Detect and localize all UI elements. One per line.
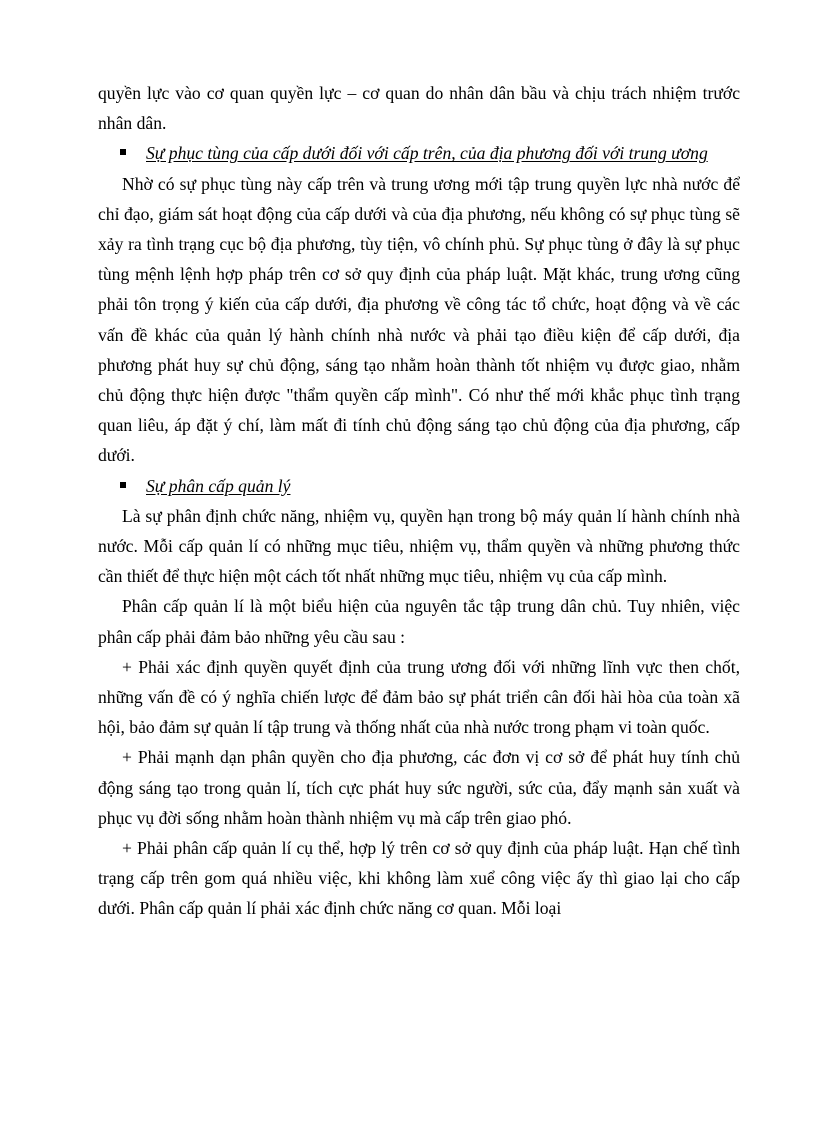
paragraph-definition: Là sự phân định chức năng, nhiệm vụ, quyền hạn trong bộ máy quản lí hành chính nhà nước. Mỗi cấp quản lí có những mục tiêu, nhiệm vụ, thẩm quyền và những phương thức cần thiết để thực hiện một cách tốt nhất những mục tiêu, nhiệm vụ của cấp mình. bbox=[98, 505, 740, 587]
bullet-heading-decentralization bbox=[98, 471, 740, 501]
document-page bbox=[98, 78, 740, 924]
paragraph-requirement-2: + Phải mạnh dạn phân quyền cho địa phương, các đơn vị cơ sở để phát huy tính chủ động sáng tạo trong quản lí, tích cực phát huy sức người, sức của, đẩy mạnh sản xuất và phục vụ đời sống nhằm hoàn thành nhiệm vụ mà cấp trên giao phó. bbox=[98, 747, 740, 828]
paragraph-requirements-intro: Phân cấp quản lí là một biểu hiện của nguyên tắc tập trung dân chủ. Tuy nhiên, việc phân cấp phải đảm bảo những yêu cầu sau : bbox=[98, 596, 740, 647]
bullet-heading-text: Sự phân cấp quản lý bbox=[146, 475, 291, 496]
square-bullet-icon bbox=[120, 482, 126, 488]
paragraph-requirement-3: + Phải phân cấp quản lí cụ thể, hợp lý trên cơ sở quy định của pháp luật. Hạn chế tình trạng cấp trên gom quá nhiều việc, khi không làm xuể công việc ấy thì giao lại cho cấp dưới. Phân cấp quản lí phải xác định chức năng cơ quan. Mỗi loại bbox=[98, 838, 740, 919]
square-bullet-icon bbox=[120, 149, 126, 155]
bullet-heading-text: Sự phục tùng của cấp dưới đối với cấp trên, của địa phương đối với trung ương bbox=[146, 143, 708, 164]
paragraph-subordination: Nhờ có sự phục tùng này cấp trên và trung ương mới tập trung quyền lực nhà nước để chỉ đạo, giám sát hoạt động của cấp dưới và của địa phương, nếu không có sự phục tùng sẽ xảy ra tình trạng cục bộ địa phương, tùy tiện, vô chính phủ. Sự phục tùng ở đây là sự phục tùng mệnh lệnh hợp pháp trên cơ sở quy định của pháp luật. Mặt khác, trung ương cũng phải tôn trọng ý kiến của cấp dưới, địa phương về công tác tổ chức, hoạt động và về các vấn đề khác của quản lý hành chính nhà nước và phải tạo điều kiện để cấp dưới, địa phương phát huy sự chủ động, sáng tạo nhằm hoàn thành tốt nhiệm vụ được giao, nhằm chủ động thực hiện được "thẩm quyền cấp mình". Có như thế mới khắc phục tình trạng quan liêu, áp đặt ý chí, làm mất đi tính chủ động sáng tạo chủ động của địa phương, cấp dưới. bbox=[98, 173, 740, 466]
paragraph-continuation: quyền lực vào cơ quan quyền lực – cơ quan do nhân dân bầu và chịu trách nhiệm trước nhân dân. bbox=[98, 83, 740, 134]
paragraph-requirement-1: + Phải xác định quyền quyết định của trung ương đối với những lĩnh vực then chốt, những vấn đề có ý nghĩa chiến lược để đảm bảo sự phát triển cân đối hài hòa của toàn xã hội, bảo đảm sự quản lí tập trung và thống nhất của nhà nước trong phạm vi toàn quốc. bbox=[98, 656, 740, 738]
bullet-heading-subordination bbox=[98, 138, 740, 168]
